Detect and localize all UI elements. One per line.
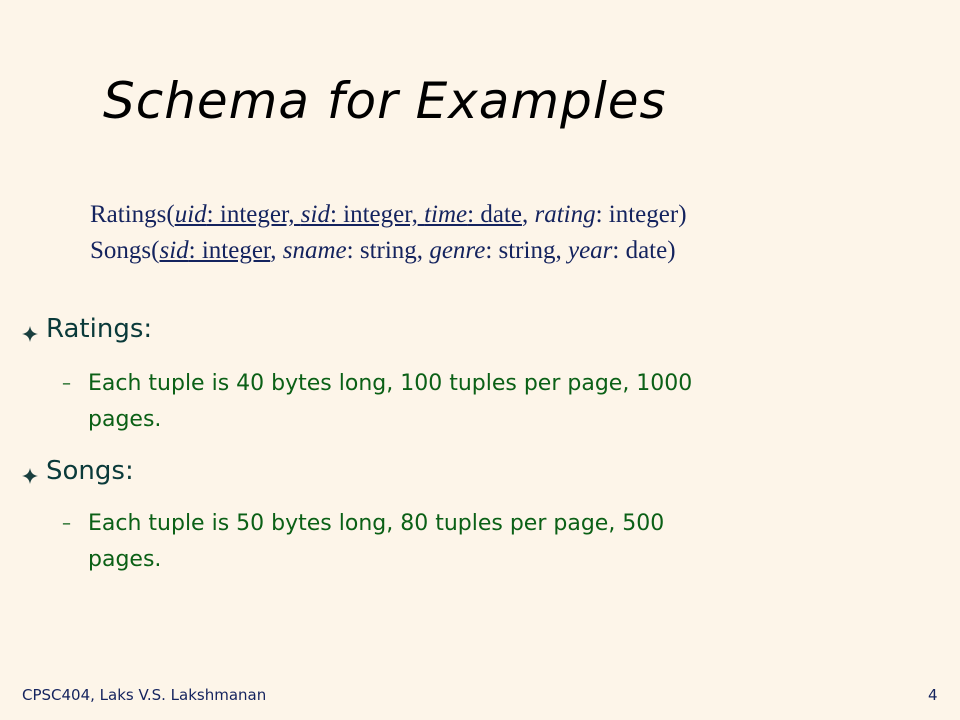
diamond-bullet-icon <box>22 326 38 342</box>
attr-type: : integer, <box>329 201 418 228</box>
songs-key <box>159 237 270 264</box>
songs-relation-name: Songs( <box>90 237 160 264</box>
diamond-bullet-icon <box>22 468 38 484</box>
attr-type: : date) <box>612 237 676 264</box>
bullet-label: Songs: <box>46 456 134 486</box>
schema-block <box>90 197 687 269</box>
attr-type: : string, <box>346 237 424 264</box>
sub-bullet-text-line2: pages. <box>88 547 162 572</box>
attr-type: : string, <box>485 237 562 264</box>
attr-name: sid <box>159 237 189 264</box>
attr-type: : integer, <box>206 201 295 228</box>
footer-course-author: CPSC404, Laks V.S. Lakshmanan <box>22 686 267 704</box>
songs-schema-line: Songs(sid: integer, sname: string, genre: string, year: date) <box>90 237 676 264</box>
ratings-key <box>175 201 522 228</box>
dash-marker: – <box>62 373 71 394</box>
sub-bullet-text-line2: pages. <box>88 407 162 432</box>
slide-title: Schema for Examples <box>103 72 667 130</box>
attr-name: uid <box>174 201 207 228</box>
bullet-label: Ratings: <box>46 314 153 344</box>
attr-type: : integer) <box>595 201 687 228</box>
attr-type: : integer <box>188 237 271 264</box>
attr-name: sid <box>300 201 330 228</box>
sub-bullet-text-line1: Each tuple is 40 bytes long, 100 tuples per page, 1000 <box>88 371 693 396</box>
attr-name: year <box>567 237 613 264</box>
ratings-relation-name: Ratings( <box>90 201 175 228</box>
dash-marker: – <box>62 513 71 534</box>
sub-bullet-text-line1: Each tuple is 50 bytes long, 80 tuples per page, 500 <box>88 511 665 536</box>
attr-name: sname <box>282 237 347 264</box>
attr-name: genre <box>429 237 486 264</box>
attr-name: rating <box>534 201 596 228</box>
ratings-schema-line: Ratings(uid: integer, sid: integer, time: date, rating: integer) <box>90 201 687 228</box>
attr-type: : date <box>467 201 522 228</box>
attr-name: time <box>424 201 468 228</box>
footer-page-number: 4 <box>928 686 938 704</box>
